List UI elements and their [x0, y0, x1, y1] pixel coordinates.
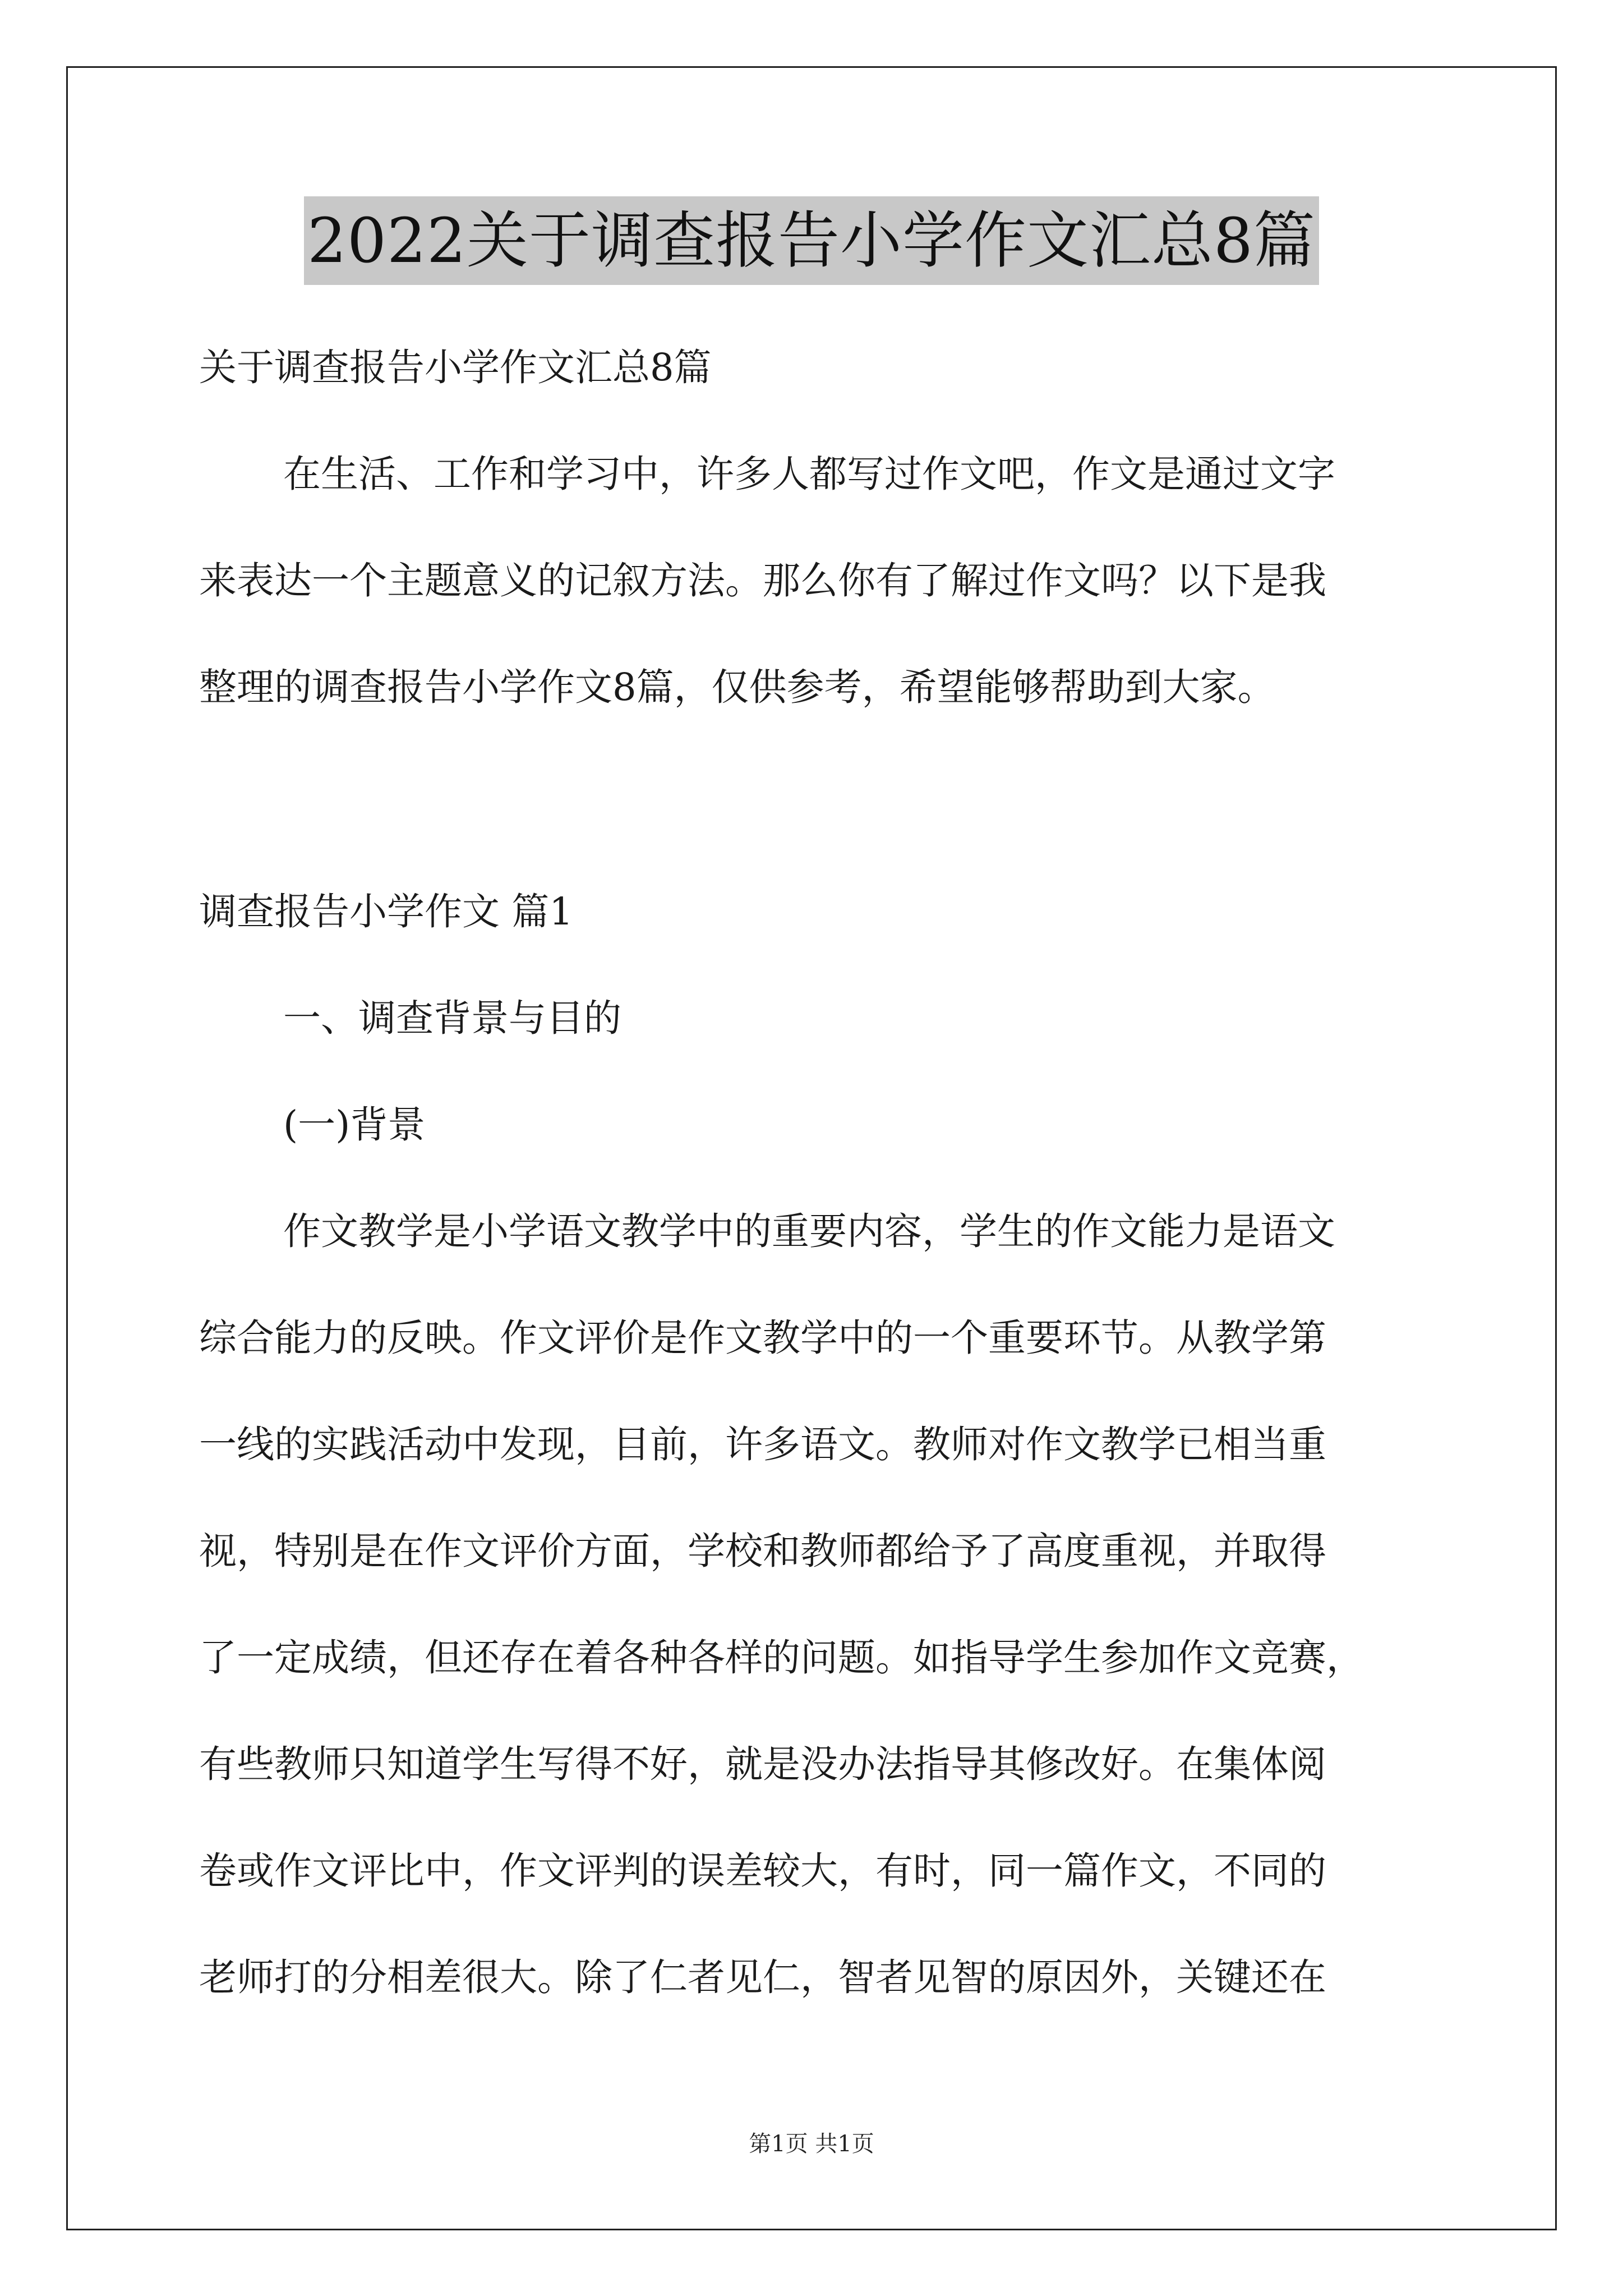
page-footer: 第1页 共1页 — [749, 2131, 874, 2157]
body-line: 视，特别是在作文评价方面，学校和教师都给予了高度重视，并取得 — [199, 1529, 1326, 1573]
document-subtitle: 关于调查报告小学作文汇总8篇 — [199, 346, 712, 389]
body-line: 一线的实践活动中发现，目前，许多语文。教师对作文教学已相当重 — [199, 1423, 1326, 1466]
subheading: (一)背景 — [283, 1103, 426, 1147]
section-gap — [199, 740, 1461, 858]
title-container — [0, 196, 1623, 285]
body-line: 综合能力的反映。作文评价是作文教学中的一个重要环节。从教学第 — [199, 1316, 1326, 1360]
body-line: 了一定成绩，但还存在着各种各样的问题。如指导学生参加作文竞赛， — [199, 1636, 1364, 1680]
subheading: 一、调查背景与目的 — [283, 996, 621, 1040]
body-line: 卷或作文评比中，作文评判的误差较大，有时，同一篇作文，不同的 — [199, 1849, 1326, 1893]
intro-line: 在生活、工作和学习中，许多人都写过作文吧，作文是通过文字 — [283, 452, 1335, 496]
body-line: 有些教师只知道学生写得不好，就是没办法指导其修改好。在集体阅 — [199, 1742, 1326, 1786]
section-heading: 调查报告小学作文 篇1 — [199, 890, 573, 933]
document-title: 2022关于调查报告小学作文汇总8篇 — [304, 196, 1319, 285]
intro-line: 来表达一个主题意义的记叙方法。那么你有了解过作文吗？以下是我 — [199, 559, 1326, 602]
intro-line: 整理的调查报告小学作文8篇，仅供参考，希望能够帮助到大家。 — [199, 665, 1275, 709]
body-line: 老师打的分相差很大。除了仁者见仁，智者见智的原因外，关键还在 — [199, 1955, 1326, 1999]
body-line: 作文教学是小学语文教学中的重要内容，学生的作文能力是语文 — [283, 1209, 1335, 1253]
document-body — [199, 314, 1461, 2031]
